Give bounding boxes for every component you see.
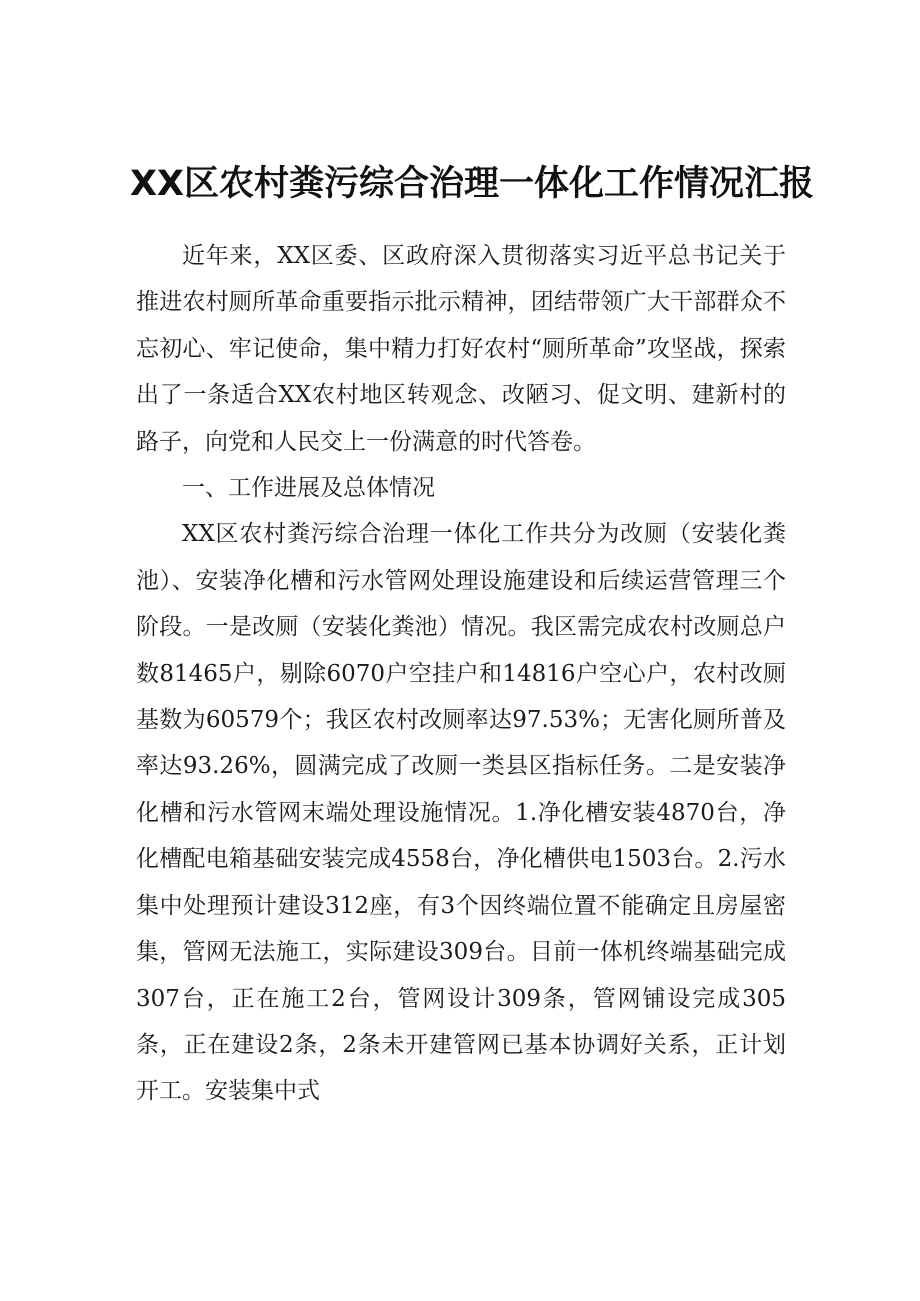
section-heading: 一、工作进展及总体情况 — [182, 475, 435, 502]
intro-paragraph: 近年来，XX区委、区政府深入贯彻落实习近平总书记关于推进农村厕所革命重要指示批示精神，团结带领广大干部群众不忘初心、牢记使命，集中精力打好农村“厕所革命”攻坚战，探索出了一条适合XX农村地区转观念、改陋习、促文明、建新村的路子，向党和人民交上一份满意的时代答卷。 — [136, 243, 786, 455]
document-body — [136, 233, 786, 1115]
progress-paragraph: XX区农村粪污综合治理一体化工作共分为改厕（安装化粪池）、安装净化槽和污水管网处理设施建设和后续运营管理三个阶段。一是改厕（安装化粪池）情况。我区需完成农村改厕总户数81465户，剔除6070户空挂户和14816户空心户，农村改厕基数为60579个；我区农村改厕率达97.53%；无害化厕所普及率达93.26%，圆满完成了改厕一类县区指标任务。二是安装净化槽和污水管网末端处理设施情况。1.净化槽安装4870台，净化槽配电箱基础安装完成4558台，净化槽供电1503台。2.污水集中处理预计建设312座，有3个因终端位置不能确定且房屋密集，管网无法施工，实际建设309台。目前一体机终端基础完成307台，正在施工2台，管网设计309条，管网铺设完成305条，正在建设2条，2条未开建管网已基本协调好关系，正计划开工。安装集中式 — [136, 521, 786, 1105]
document-title: XX区农村粪污综合治理一体化工作情况汇报 — [130, 164, 814, 204]
